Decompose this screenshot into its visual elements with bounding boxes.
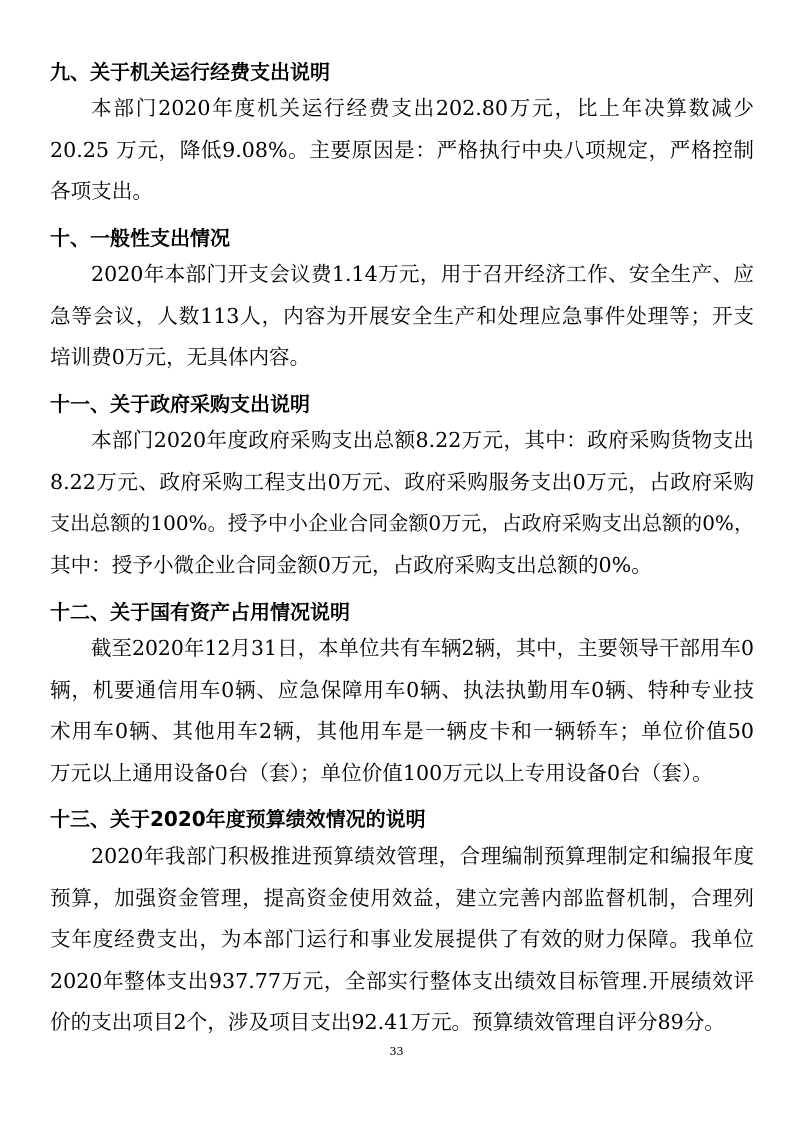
section-heading-9: 九、关于机关运行经费支出说明 bbox=[50, 60, 330, 84]
body-line: 各项支出。 bbox=[50, 179, 153, 203]
section-heading-12: 十二、关于国有资产占用情况说明 bbox=[50, 600, 350, 624]
body-line: 万元以上通用设备0台（套）；单位价值100万元以上专用设备0台（套）。 bbox=[50, 760, 713, 785]
section-heading-10: 十、一般性支出情况 bbox=[50, 226, 230, 250]
body-line: 支出总额的100%。授予中小企业合同金额0万元，占政府采购支出总额的0%， bbox=[50, 511, 754, 535]
body-line: 急等会议，人数113人，内容为开展安全生产和处理应急事件处理等；开支 bbox=[50, 303, 754, 328]
section-heading-11: 十一、关于政府采购支出说明 bbox=[50, 392, 310, 416]
body-line: 培训费0万元，无具体内容。 bbox=[50, 345, 311, 369]
body-line: 辆，机要通信用车0辆、应急保障用车0辆、执法执勤用车0辆、特种专业技 bbox=[50, 677, 754, 702]
body-line: 价的支出项目2个，涉及项目支出92.41万元。预算绩效管理自评分89分。 bbox=[50, 1010, 725, 1034]
body-line: 预算，加强资金管理，提高资金使用效益，建立完善内部监督机制，合理列 bbox=[50, 885, 754, 910]
body-line: 2020年我部门积极推进预算绩效管理，合理编制预算理制定和编报年度 bbox=[91, 844, 754, 868]
section-body-9 bbox=[50, 88, 754, 213]
body-line: 2020年本部门开支会议费1.14万元，用于召开经济工作、安全生产、应 bbox=[91, 262, 754, 286]
body-line: 本部门2020年度政府采购支出总额8.22万元，其中：政府采购货物支出 bbox=[91, 428, 754, 452]
section-body-13 bbox=[50, 836, 754, 1044]
body-line: 术用车0辆、其他用车2辆，其他用车是一辆皮卡和一辆轿车；单位价值50 bbox=[50, 719, 754, 743]
section-body-11 bbox=[50, 420, 754, 586]
body-line: 支年度经费支出，为本部门运行和事业发展提供了有效的财力保障。我单位 bbox=[50, 927, 754, 951]
body-line: 8.22万元、政府采购工程支出0万元、政府采购服务支出0万元，占政府采购 bbox=[50, 469, 754, 494]
section-body-12 bbox=[50, 628, 754, 794]
section-body-10 bbox=[50, 254, 754, 379]
body-line: 截至2020年12月31日，本单位共有车辆2辆，其中，主要领导干部用车0 bbox=[91, 636, 754, 660]
page-number: 33 bbox=[389, 1045, 404, 1058]
body-line: 20.25 万元，降低9.08%。主要原因是：严格执行中央八项规定，严格控制 bbox=[50, 137, 754, 162]
body-line: 本部门2020年度机关运行经费支出202.80万元，比上年决算数减少 bbox=[91, 96, 754, 120]
body-line: 2020年整体支出937.77万元，全部实行整体支出绩效目标管理.开展绩效评 bbox=[50, 968, 754, 993]
section-heading-13: 十三、关于2020年度预算绩效情况的说明 bbox=[50, 807, 426, 831]
body-line: 其中：授予小微企业合同金额0万元，占政府采购支出总额的0%。 bbox=[50, 552, 652, 577]
